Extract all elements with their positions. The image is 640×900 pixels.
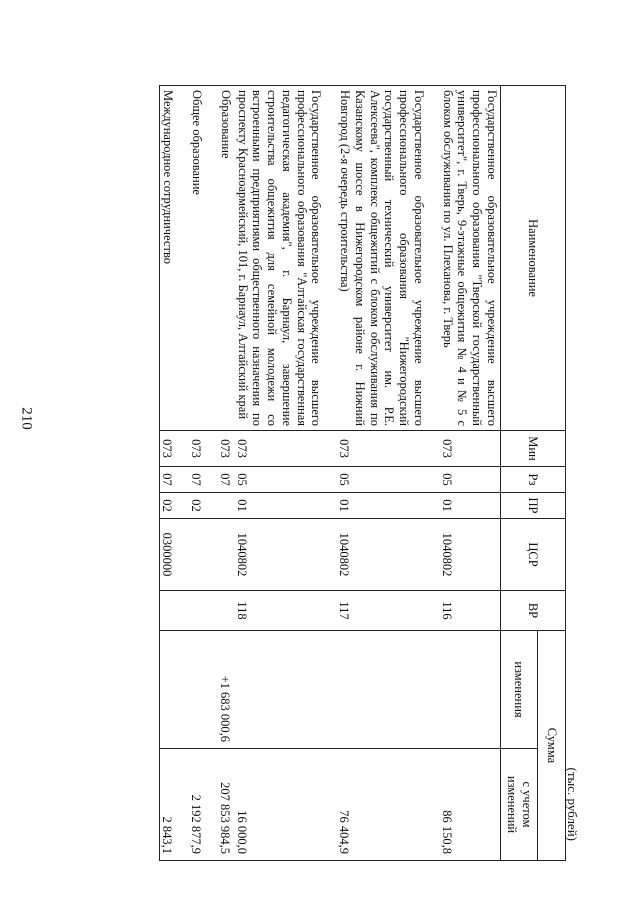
- budget-table: [159, 85, 566, 861]
- row-pr: 02: [189, 493, 206, 519]
- page-number: 210: [18, 407, 35, 430]
- row-vr: [159, 591, 176, 631]
- header-name: Наименование: [501, 86, 566, 431]
- row-min: 073: [189, 431, 206, 467]
- row-csr: 1040802: [234, 519, 325, 591]
- row-rz: 05: [234, 467, 325, 493]
- row-pr: 01: [234, 493, 325, 519]
- table-row: [189, 86, 206, 861]
- row-total: 76 404,9: [337, 749, 428, 861]
- rotated-page-content: [40, 45, 580, 865]
- row-rz: 05: [337, 467, 428, 493]
- row-vr: [189, 591, 206, 631]
- row-vr: 116: [439, 591, 501, 631]
- row-pr: 01: [439, 493, 501, 519]
- row-csr: 1040802: [337, 519, 428, 591]
- row-name: Государственное образовательное учреждение высшего профессионального образования "Алтайская государственная педагогическая академия", г. Барнаул, завершение строительства общежития для семейной молодежи со встроенными предприятиями общественного назначения по проспекту Красноармейский, 101, г. Барнаул, Алтайский край: [234, 86, 325, 431]
- row-name: Образование: [217, 86, 234, 431]
- row-rz: 07: [189, 467, 206, 493]
- header-changes: изменения: [501, 631, 538, 749]
- row-name: Общее образование: [189, 86, 206, 431]
- row-rz: 07: [217, 467, 234, 493]
- row-name: Международное сотрудничество: [159, 86, 176, 431]
- row-csr: 1040802: [439, 519, 501, 591]
- header-rz: Рз: [501, 467, 566, 493]
- row-name: Государственное образовательное учреждение высшего профессионального образования "Тверской государственный университет", г. Тверь, 9-этажные общежития № 4 и № 5 с блоком обслуживания по ул. Плеханова, г. Тверь: [439, 86, 501, 431]
- header-csr: ЦСР: [501, 519, 566, 591]
- row-rz: 07: [159, 467, 176, 493]
- row-pr: 01: [337, 493, 428, 519]
- row-changes: [189, 631, 206, 749]
- row-min: 073: [337, 431, 428, 467]
- row-total: 16 000,0: [234, 749, 325, 861]
- row-total: 2 843,1: [159, 749, 176, 861]
- table-row: [337, 86, 428, 861]
- row-changes: +1 683 000,6: [217, 631, 234, 749]
- row-min: 073: [439, 431, 501, 467]
- row-total: 86 150,8: [439, 749, 501, 861]
- header-with-changes: с учетом изменений: [501, 749, 538, 861]
- row-pr: 02: [159, 493, 176, 519]
- header-sum: Сумма: [538, 631, 566, 861]
- row-changes: [439, 631, 501, 749]
- row-vr: [217, 591, 234, 631]
- row-changes: [234, 631, 325, 749]
- row-csr: [189, 519, 206, 591]
- row-vr: 117: [337, 591, 428, 631]
- row-min: 073: [217, 431, 234, 467]
- row-pr: [217, 493, 234, 519]
- row-total: 2 192 877,9: [189, 749, 206, 861]
- table-row: [234, 86, 325, 861]
- row-vr: 118: [234, 591, 325, 631]
- row-changes: [159, 631, 176, 749]
- row-min: 073: [234, 431, 325, 467]
- row-name: Государственное образовательное учреждение высшего профессионального образования "Нижегородский государственный технический университет им. Р.Е. Алексеева", комплекс общежитий с блоком обслуживания по Казанскому шоссе в Нижегородском районе г. Нижний Новгород (2-я очередь строительства): [337, 86, 428, 431]
- row-min: 073: [159, 431, 176, 467]
- table-row: [439, 86, 501, 861]
- row-csr: [217, 519, 234, 591]
- table-row: [217, 86, 234, 861]
- table-row: [159, 86, 176, 861]
- header-pr: ПР: [501, 493, 566, 519]
- row-csr: 0300000: [159, 519, 176, 591]
- row-total: 207 853 984,5: [217, 749, 234, 861]
- row-rz: 05: [439, 467, 501, 493]
- units-label: (тыс. рублей): [565, 767, 580, 841]
- header-vr: ВР: [501, 591, 566, 631]
- header-min: Мин: [501, 431, 566, 467]
- row-changes: [337, 631, 428, 749]
